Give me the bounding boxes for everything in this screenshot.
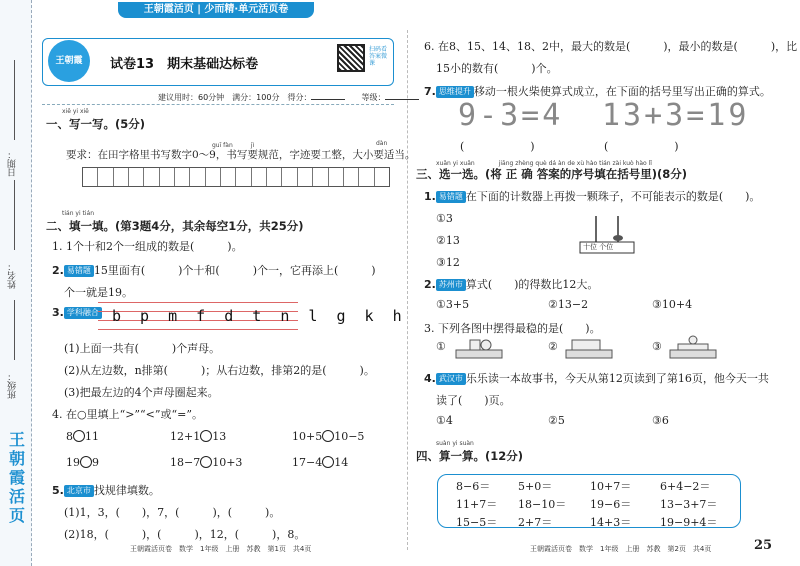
meta-line: 建议用时：60分钟 满分：100分 得分： 等级： [158, 92, 419, 103]
page-number: 25 [754, 538, 773, 553]
divider-rule [42, 104, 394, 105]
calc-item[interactable]: 2+7＝ [518, 516, 553, 529]
s1-pinyin: xiě yi xiě [62, 108, 89, 115]
q3-3: 3. 下列各图中摆得最稳的是( )。 [424, 322, 601, 335]
q2-5-2: (2)18，( )，( )，12，( )，8。 [64, 528, 306, 541]
date-line [14, 60, 15, 140]
tag-beijing: 北京市 [64, 485, 94, 497]
tag-wuhan: 武汉市 [436, 373, 466, 385]
logo-badge: 王朝霞 [48, 40, 90, 82]
consonant-letters: b p m f d t n l g k h [112, 307, 407, 325]
compare-2[interactable]: 12+1 13 [170, 430, 227, 443]
q3-4: 4. 武汉市 乐乐读一本故事书，今天从第12页读到了第16页，他今天一共 [424, 372, 769, 385]
q2-4: 4. 在○里填上“>”“<”或“=”。 [52, 408, 203, 421]
q3-3-opt1[interactable]: ① [436, 340, 446, 353]
q3-4-opt2[interactable]: ②5 [548, 414, 565, 427]
s3-pinyin: xuǎn yi xuǎn jiāng zhèng què dá àn de xù hào tián zài kuò hào lǐ [436, 160, 652, 167]
q2-2-cont: 个一就是19。 [64, 286, 133, 299]
tag-error-prone-2: 易错题 [436, 191, 466, 203]
q3-2-opt1[interactable]: ①3+5 [436, 298, 470, 311]
q3-4-opt3[interactable]: ③6 [652, 414, 669, 427]
q3-2-opt3[interactable]: ③10+4 [652, 298, 693, 311]
stack-shape-1-icon [452, 334, 508, 360]
q3-2: 2. 苏州市 算式( )的得数比12大。 [424, 278, 599, 291]
q2-2: 2. 易错题 15里面有( )个十和( )个一，它再添上( ) [52, 264, 376, 277]
tag-thinking: 思维提升 [436, 86, 474, 98]
calc-item[interactable]: 8−6＝ [456, 480, 491, 493]
compare-1[interactable]: 8 11 [66, 430, 99, 443]
page-title: 试卷13 期末基础达标卷 [110, 57, 259, 72]
q2-5: 5. 北京市 找规律填数。 [52, 484, 160, 497]
calc-item[interactable]: 19−9+4＝ [660, 516, 718, 529]
class-label: 班级： [8, 372, 18, 399]
calc-item[interactable]: 19−6＝ [590, 498, 632, 511]
q3-1-opt2[interactable]: ②13 [436, 234, 460, 247]
answer-paren-2[interactable]: ( ) [604, 140, 679, 153]
calc-item[interactable]: 11+7＝ [456, 498, 498, 511]
q3-1-opt1[interactable]: ①3 [436, 212, 453, 225]
section-4-title: 四、算一算。(12分) [416, 449, 524, 463]
q3-2-opt2[interactable]: ②13−2 [548, 298, 589, 311]
s2-pinyin: tián yi tián [62, 210, 95, 217]
page-divider [407, 30, 408, 550]
s4-pinyin: suàn yi suàn [436, 440, 474, 447]
tag-error-prone: 易错题 [64, 265, 94, 277]
matchstick-equation-2: 13+3=19 [602, 98, 750, 133]
calc-item[interactable]: 15−5＝ [456, 516, 498, 529]
s1-pinyin-2: guī fàn jì [212, 142, 255, 149]
name-line [14, 180, 15, 250]
q3-3-opt3[interactable]: ③ [652, 340, 662, 353]
top-banner: 王朝霞活页 | 少而精·单元活页卷 [118, 2, 314, 18]
calc-item[interactable]: 10+7＝ [590, 480, 632, 493]
q2-3-2: (2)从左边数，n排第( )；从右边数，排第2的是( )。 [64, 364, 375, 377]
s1-instruction: 要求：在田字格里书写数字0～9，书写要规范，字迹要工整，大小要适当。 [66, 149, 416, 161]
section-3-title: 三、选一选。(将 正 确 答案的序号填在括号里)(8分) [416, 167, 688, 181]
qr-code-icon[interactable] [337, 44, 365, 72]
q2-3-1: (1)上面一共有( )个声母。 [64, 342, 221, 355]
writing-grid[interactable] [82, 167, 390, 187]
q3-4-opt1[interactable]: ①4 [436, 414, 453, 427]
brand-vertical: 王朝霞活页 [8, 430, 25, 525]
q2-3-head: 3. 学科融合 [52, 306, 102, 319]
answer-paren-1[interactable]: ( ) [460, 140, 535, 153]
compare-5[interactable]: 18−7 10+3 [170, 456, 243, 469]
calc-item[interactable]: 5+0＝ [518, 480, 553, 493]
section-1-title: 一、写一写。(5分) [46, 117, 146, 131]
tag-suzhou: 苏州市 [436, 279, 466, 291]
q6-line2: 15小的数有( )个。 [436, 62, 558, 75]
name-label: 姓名： [8, 262, 18, 289]
q6-line1: 6. 在8、15、14、18、2中，最大的数是( )，最小的数是( )，比 [424, 40, 798, 53]
q7: 7. 思维提升 移动一根火柴使算式成立，在下面的括号里写出正确的算式。 [424, 85, 771, 98]
q3-1-opt3[interactable]: ③12 [436, 256, 460, 269]
q2-1: 1. 1个十和2个一组成的数是( )。 [52, 240, 243, 253]
tag-interdisciplinary: 学科融合 [64, 307, 102, 319]
footer-left: 王朝霞活页卷 数学 1年级 上册 苏教 第1页 共4页 [130, 545, 312, 553]
class-line [14, 300, 15, 360]
left-sidebar [0, 0, 32, 566]
calc-item[interactable]: 13−3+7＝ [660, 498, 718, 511]
q3-4-cont: 读了( )页。 [436, 394, 511, 407]
calc-item[interactable]: 14+3＝ [590, 516, 632, 529]
date-label: 日期： [8, 150, 18, 177]
matchstick-equation-1: 9-3=4 [458, 98, 564, 133]
footer-right: 王朝霞活页卷 数学 1年级 上册 苏教 第2页 共4页 [530, 545, 712, 553]
s1-pinyin-3: dàn [376, 140, 388, 147]
q3-1: 1. 易错题 在下面的计数器上再拨一颗珠子，不可能表示的数是( )。 [424, 190, 761, 203]
stack-shape-3-icon [666, 334, 722, 360]
calc-item[interactable]: 6+4−2＝ [660, 480, 711, 493]
q2-3-3: (3)把最左边的4个声母圈起来。 [64, 386, 219, 399]
compare-6[interactable]: 17−4 14 [292, 456, 349, 469]
q3-3-opt2[interactable]: ② [548, 340, 558, 353]
abacus-label: 十位 个位 [583, 243, 614, 251]
section-2-title: 二、填一填。(第3题4分，其余每空1分，共25分) [46, 219, 304, 233]
compare-3[interactable]: 10+5 10−5 [292, 430, 365, 443]
stack-shape-2-icon [562, 334, 618, 360]
q2-5-1: (1)1，3，( )，7，( )，( )。 [64, 506, 281, 519]
compare-4[interactable]: 19 9 [66, 456, 99, 469]
qr-caption: 扫码看答案微课 [369, 46, 388, 67]
calc-item[interactable]: 18−10＝ [518, 498, 567, 511]
